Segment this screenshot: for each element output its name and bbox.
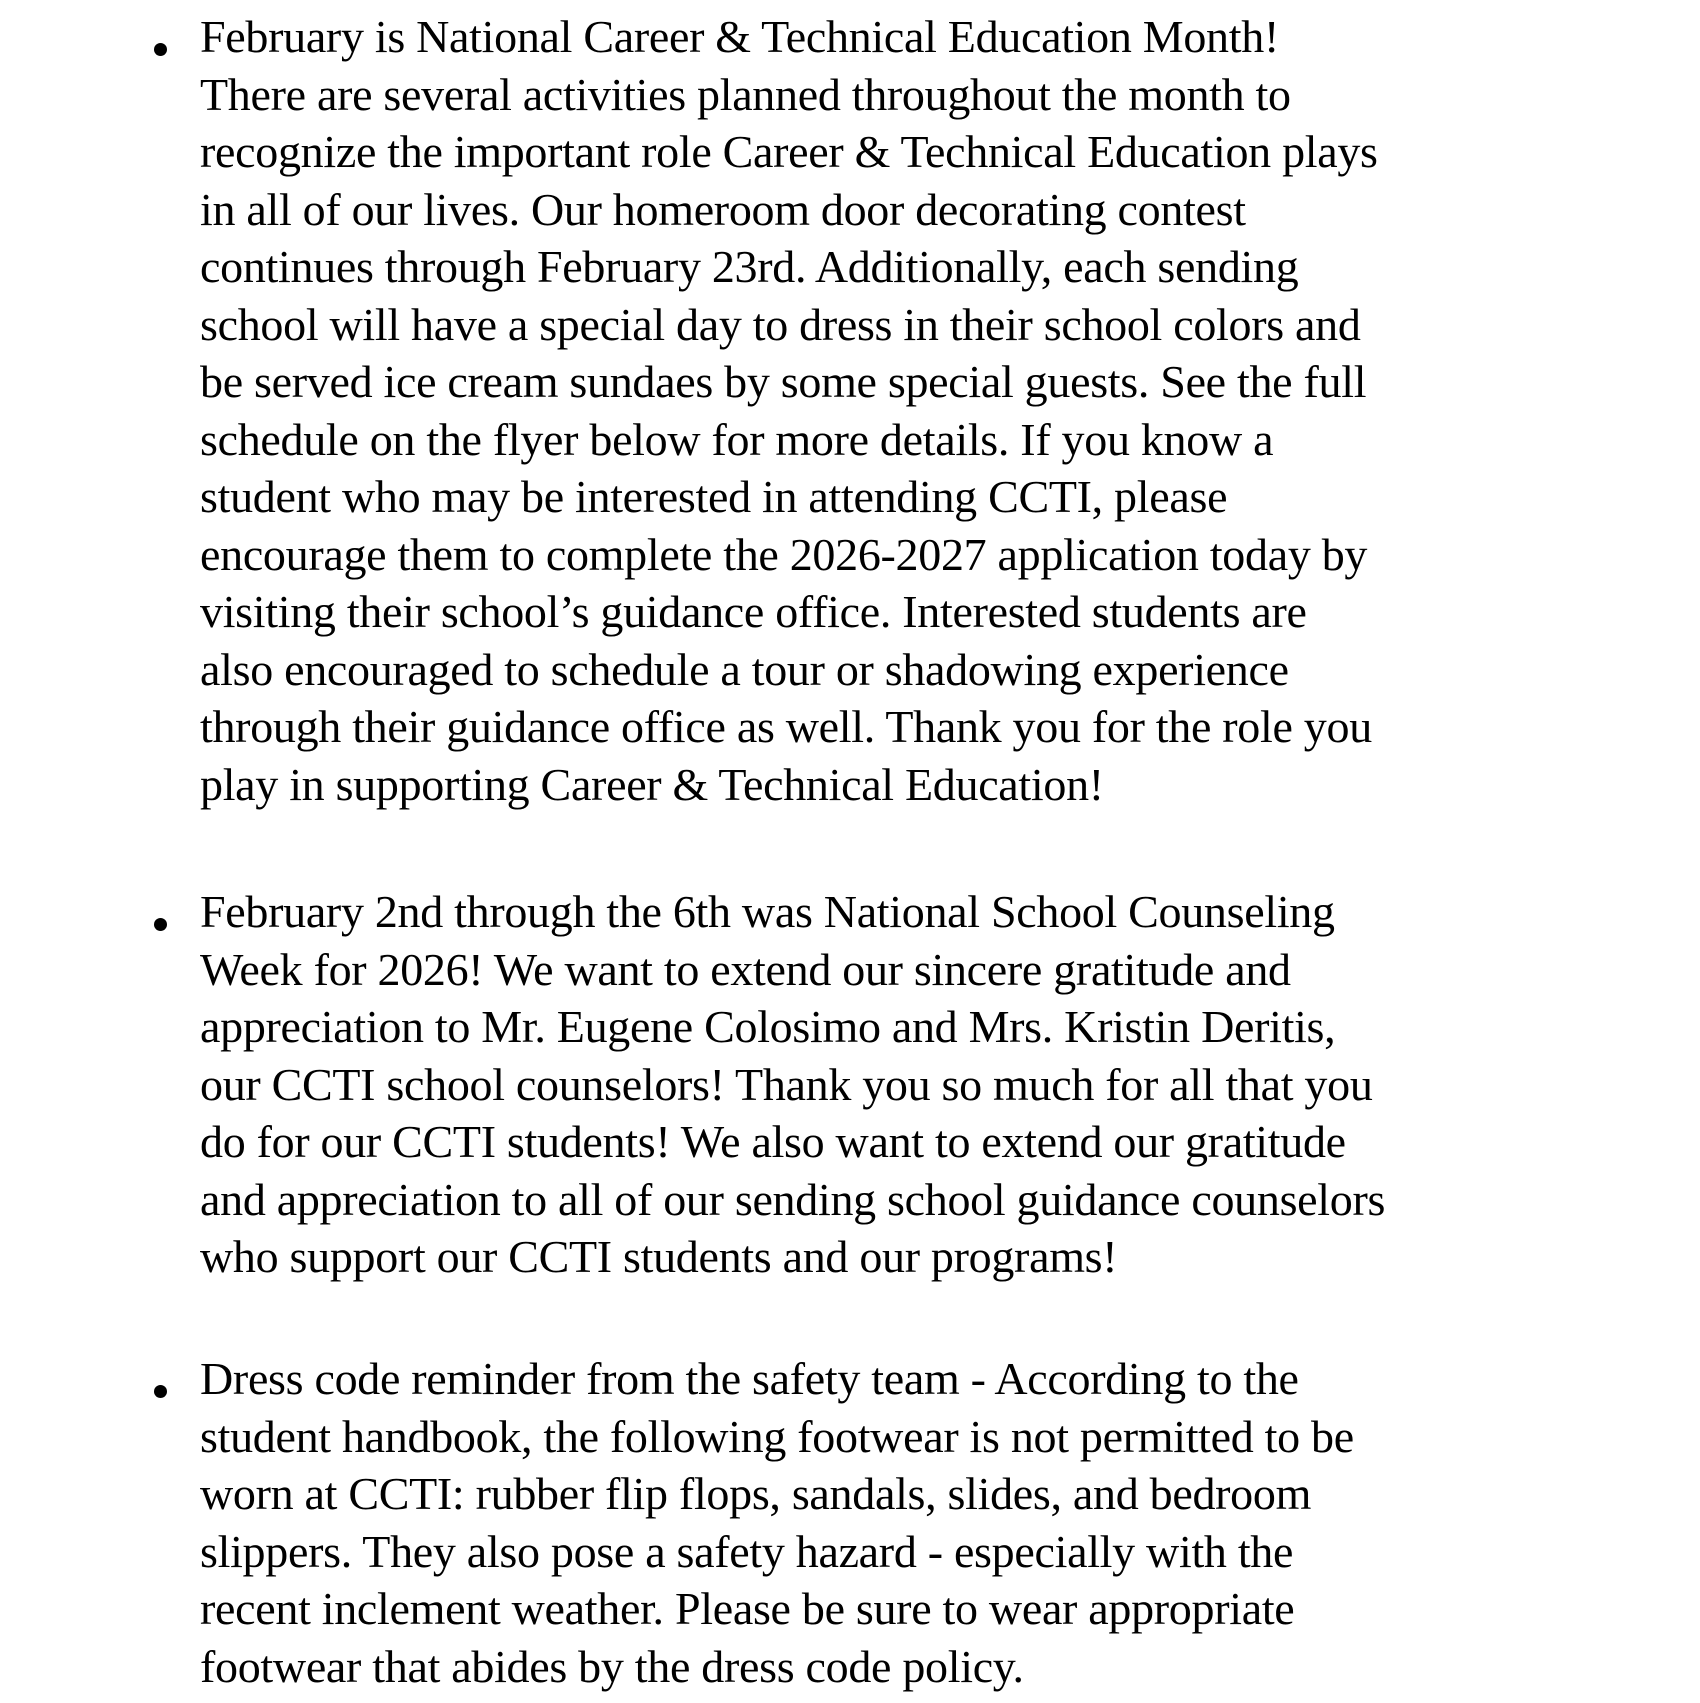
text-line: recognize the important role Career & Technical Education plays [200,126,1378,177]
paragraph [200,883,1620,1286]
text-line: There are several activities planned throughout the month to [200,68,1291,120]
text-line: visiting their school’s guidance office. Interested students are [200,586,1307,637]
text-line: encourage them to complete the 2026-2027 application today by [200,528,1368,580]
paragraph [200,8,1620,813]
text-line: in all of our lives. Our homeroom door decorating contest [200,183,1246,235]
text-line: continues through February 23rd. Additionally, each sending [200,241,1299,292]
text-line: February is National Career & Technical Education Month! [200,11,1279,62]
text-line: appreciation to Mr. Eugene Colosimo and Mrs. Kristin Deritis, [200,1001,1336,1052]
text-line: through their guidance office as well. Thank you for the role you [200,701,1372,752]
text-line: footwear that abides by the dress code policy. [200,1640,1024,1692]
text-line: who support our CCTI students and our programs! [200,1231,1118,1282]
text-line: slippers. They also pose a safety hazard - especially with the [200,1525,1294,1577]
text-line: student handbook, the following footwear is not permitted to be [200,1410,1354,1462]
text-line: worn at CCTI: rubber flip flops, sandals, slides, and bedroom [200,1468,1312,1519]
paragraph [200,1350,1620,1695]
text-line: Dress code reminder from the safety team - According to the [200,1353,1299,1404]
text-line: school will have a special day to dress in their school colors and [200,298,1361,350]
text-line: recent inclement weather. Please be sure to wear appropriate [200,1583,1295,1634]
text-line: be served ice cream sundaes by some special guests. See the full [200,356,1367,407]
bullet-icon [154,43,167,56]
text-line: student who may be interested in attending CCTI, please [200,471,1228,522]
text-line: also encouraged to schedule a tour or shadowing experience [200,643,1289,695]
text-line: schedule on the flyer below for more details. If you know a [200,413,1274,465]
text-line: and appreciation to all of our sending school guidance counselors [200,1173,1386,1225]
text-line: February 2nd through the 6th was National School Counseling [200,886,1335,937]
text-line: our CCTI school counselors! Thank you so much for all that you [200,1058,1373,1110]
bullet-icon [154,918,167,931]
text-line: do for our CCTI students! We also want to extend our gratitude [200,1116,1346,1167]
bullet-icon [154,1385,167,1398]
text-line: Week for 2026! We want to extend our sincere gratitude and [200,943,1291,995]
text-line: play in supporting Career & Technical Education! [200,758,1104,810]
